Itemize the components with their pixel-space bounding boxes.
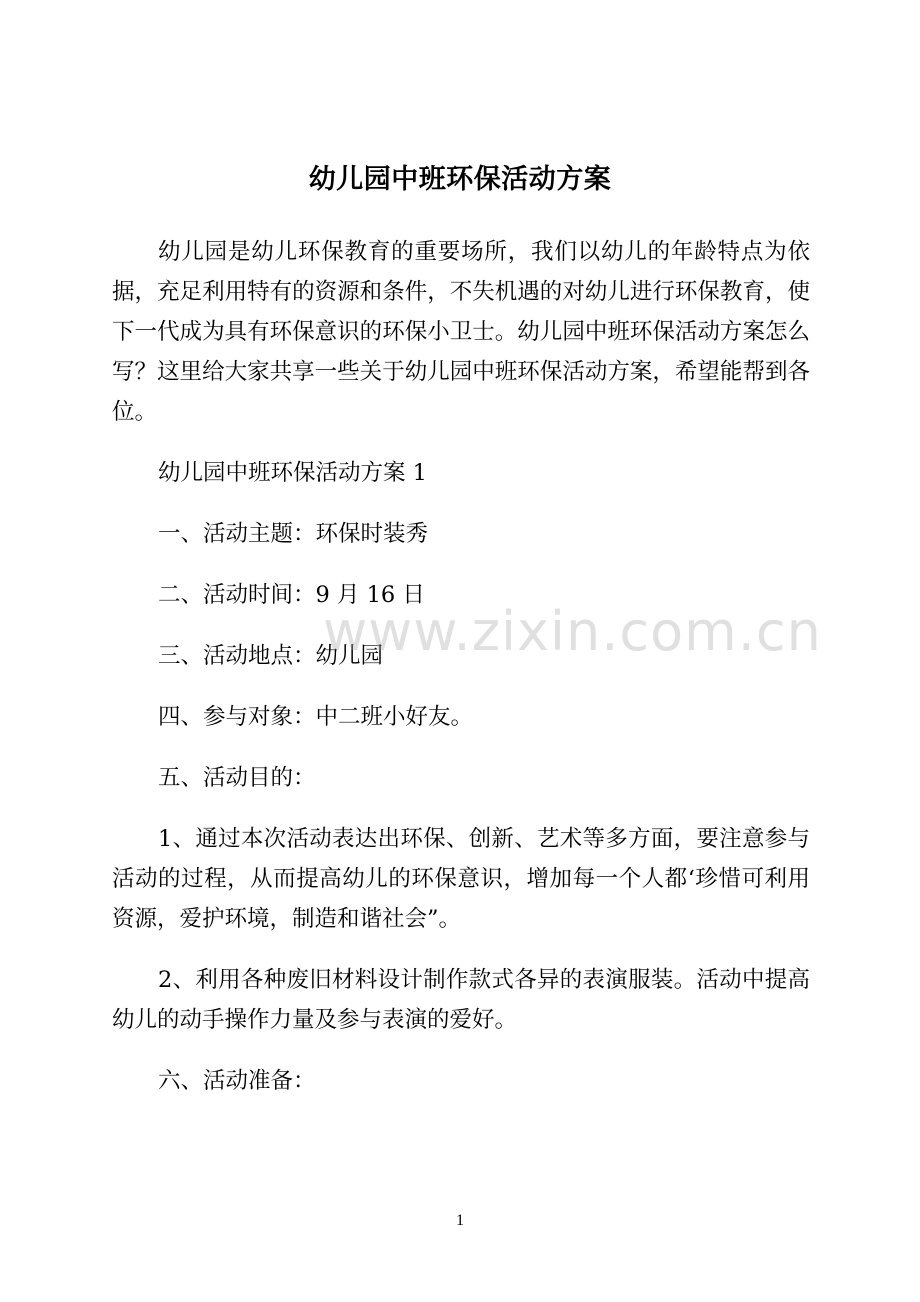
item-goal: 五、活动目的： — [158, 765, 316, 791]
item-prep: 六、活动准备： — [158, 1068, 316, 1094]
item-participants: 四、参与对象：中二班小好友。 — [158, 704, 474, 730]
item-time: 二、活动时间：9 月 16 日 — [158, 582, 425, 608]
document-body — [112, 232, 810, 1101]
intro-paragraph: 幼儿园是幼儿环保教育的重要场所，我们以幼儿的年龄特点为依据，充足利用特有的资源和条件，不失机遇的对幼儿进行环保教育，使下一代成为具有环保意识的环保小卫士。幼儿园中班环保活动方案怎么写？这里给大家共享一些关于幼儿园中班环保活动方案，希望能帮到各位。 — [112, 239, 810, 425]
document-title: 幼儿园中班环保活动方案 — [308, 164, 612, 195]
page-number: 1 — [456, 1212, 464, 1229]
item-place: 三、活动地点：幼儿园 — [158, 643, 384, 669]
section-heading: 幼儿园中班环保活动方案 1 — [158, 460, 427, 486]
goal-2-paragraph: 2、利用各种废旧材料设计制作款式各异的表演服装。活动中提高幼儿的动手操作力量及参与表演的爱好。 — [112, 967, 810, 1033]
goal-1-paragraph: 1、通过本次活动表达出环保、创新、艺术等多方面，要注意参与活动的过程，从而提高幼儿的环保意识，增加每一个人都‘珍惜可利用资源，爱护环境，制造和谐社会”。 — [112, 826, 810, 932]
watermark: www.zixin.com.cn — [323, 600, 822, 663]
item-theme: 一、活动主题：环保时装秀 — [158, 521, 429, 547]
